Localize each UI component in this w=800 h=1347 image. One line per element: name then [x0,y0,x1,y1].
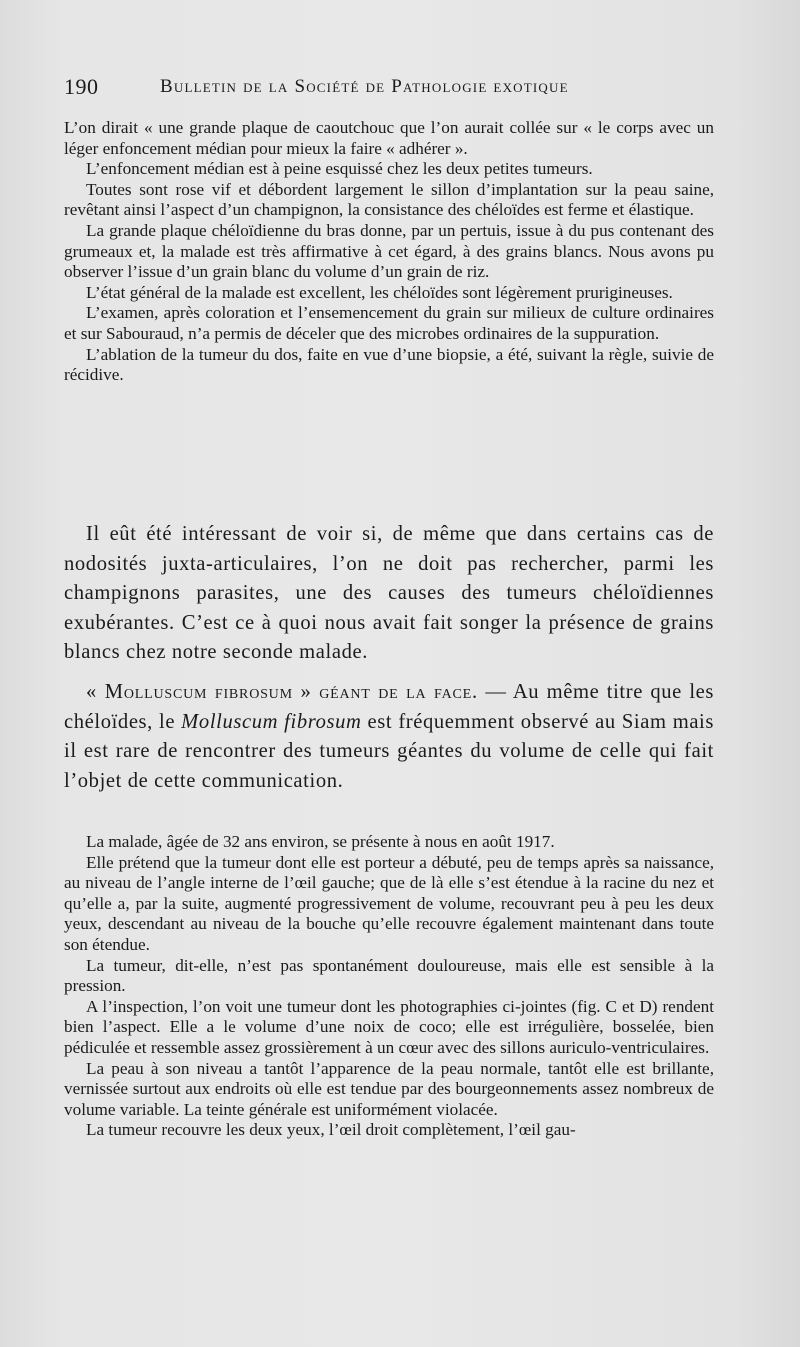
paragraph: L’enfoncement médian est à peine esquissé chez les deux petites tumeurs. [86,159,593,179]
paragraph: La malade, âgée de 32 ans environ, se présente à nous en août 1917. [86,832,555,851]
case-description-continued [64,118,714,386]
disease-term: Molluscum fibrosum [181,710,362,733]
paragraph: L’état général de la malade est excellent, les chéloïdes sont légèrement prurigineuses. [86,282,673,302]
quote-paragraph: L’on dirait « une grande plaque de caoutchouc que l’on aurait collée sur « le corps avec un léger enfoncement médian pour mieux la faire « adhérer ». [64,118,714,158]
section-title: « Molluscum fibrosum » géant de la face. [86,681,478,703]
paragraph: Toutes sont rose vif et débordent largement le sillon d’implantation sur la peau saine, revêtant ainsi l’aspect d’un champignon, la consistance des chéloïdes est ferme et élastique. [64,179,714,220]
page-header [64,70,740,106]
molluscum-section [64,678,714,796]
section-intro-paragraph [64,678,714,796]
paragraph: L’examen, après coloration et l’ensemencement du grain sur milieux de culture ordinaires et sur Sabouraud, n’a permis de déceler que des microbes ordinaires de la suppuration. [64,303,714,343]
conclusion-block [64,520,714,668]
paragraph: Elle prétend que la tumeur dont elle est porteur a débuté, peu de temps après sa naissance, au niveau de l’angle interne de l’œil gauche; que de là elle s’est étendue à la racine du nez et qu’elle a, par la suite, augmenté progressivement de volume, recouvrant peu à peu les deux yeux, descendant au niveau de la bouche qu’elle recouvre également maintenant dans toute son étendue. [64,852,714,954]
paragraph: A l’inspection, l’on voit une tumeur dont les photographies ci-jointes (fig. C et D) rendent bien l’aspect. Elle a le volume d’une noix de coco; elle est irrégulière, bosselée, bien pédiculée et ressemble assez grossièrement à un cœur avec des sillons auriculo-ventriculaires. [64,996,714,1057]
case-report [64,832,714,1141]
section-intro-text: — Au même titre que les chéloïdes, le [64,681,714,733]
page-number: 190 [64,74,99,99]
paragraph: La tumeur, dit-elle, n’est pas spontanément douloureuse, mais elle est sensible à la pression. [64,955,714,996]
paragraph: La peau à son niveau a tantôt l’apparence de la peau normale, tantôt elle est brillante, vernissée surtout aux endroits où elle est tendue par des bourgeonnements assez nombreux de volume variable. La teinte générale est uniformément violacée. [64,1058,714,1119]
paragraph: La grande plaque chéloïdienne du bras donne, par un pertuis, issue à du pus contenant des grumeaux et, la malade est très affirmative à cet égard, à des grains blancs. Nous avons pu observer l’issue d’un grain blanc du volume d’un grain de riz. [64,220,714,282]
paragraph: L’ablation de la tumeur du dos, faite en vue d’une biopsie, a été, suivant la règle, suivie de récidive. [64,344,714,385]
section-intro-text-end: est fréquemment observé au Siam mais il est rare de rencontrer des tumeurs géantes du volume de celle qui fait l’objet de cette communication. [64,710,714,792]
conclusion-paragraph: Il eût été intéressant de voir si, de même que dans certains cas de nodosités juxta-articulaires, l’on ne doit pas rechercher, parmi les champignons parasites, une des causes des tumeurs chéloïdiennes exubérantes. C’est ce à quoi nous avait fait songer la présence de grains blancs chez notre seconde malade. [64,523,714,663]
running-title: Bulletin de la Société de Pathologie exotique [160,76,569,97]
paragraph: La tumeur recouvre les deux yeux, l’œil droit complètement, l’œil gau- [86,1120,576,1140]
